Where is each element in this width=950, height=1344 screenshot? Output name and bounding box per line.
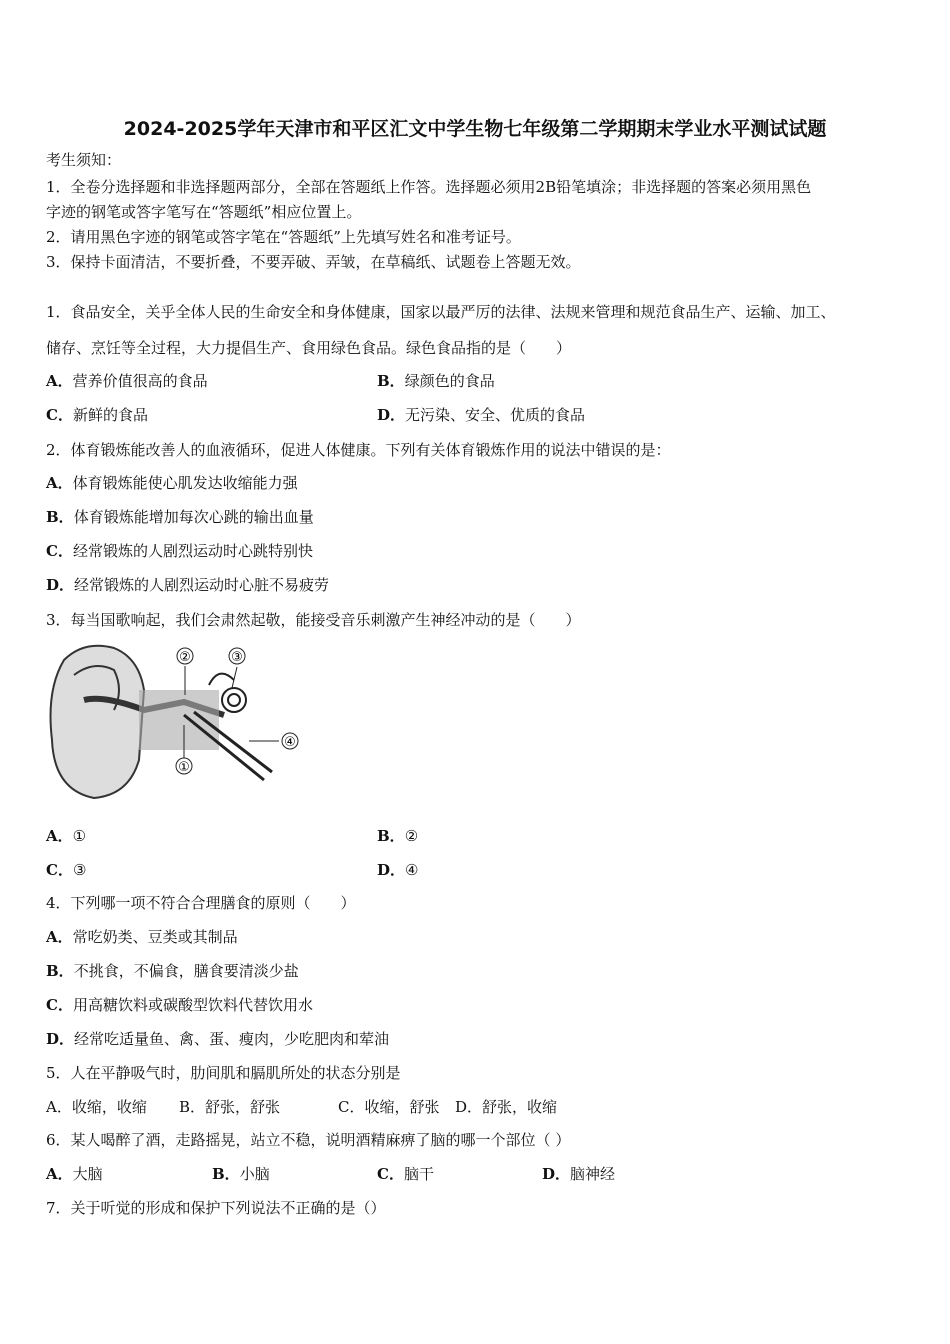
option-d (46, 575, 329, 595)
option-text: ② (404, 827, 419, 845)
notice-heading: 考生须知： (46, 151, 122, 169)
option-letter: B． (377, 827, 405, 845)
question-stem: 4．下列哪一项不符合合理膳食的原则（ ） (46, 894, 356, 912)
option-text: 经常锻炼的人剧烈运动时心跳特别快 (72, 542, 313, 560)
question-stem: 6．某人喝醉了酒，走路摇晃，站立不稳，说明酒精麻痹了脑的哪一个部位（ ） (46, 1131, 571, 1149)
option-letter: A． (46, 1165, 73, 1183)
option-a (46, 371, 208, 391)
ear-diagram (44, 640, 304, 805)
option-letter: B． (46, 508, 74, 526)
option-b (46, 507, 314, 527)
option-d (455, 1097, 557, 1117)
option-b (212, 1164, 270, 1184)
option-text: 舒张，收缩 (482, 1098, 558, 1116)
option-letter: C． (46, 406, 73, 424)
notice-line: 2．请用黑色字迹的钢笔或答字笔在“答题纸”上先填写姓名和准考证号。 (46, 228, 521, 246)
option-letter: C． (338, 1098, 365, 1116)
option-letter: A． (46, 372, 73, 390)
option-text: 经常锻炼的人剧烈运动时心脏不易疲劳 (74, 576, 330, 594)
option-text: 大脑 (72, 1165, 103, 1183)
figure-label: ① (178, 760, 190, 775)
notice-line: 1．全卷分选择题和非选择题两部分，全部在答题纸上作答。选择题必须用2B铅笔填涂；非选择题的答案必须用黑色 (46, 178, 812, 196)
option-text: 体育锻炼能增加每次心跳的输出血量 (73, 508, 314, 526)
option-text: 营养价值很高的食品 (72, 372, 208, 390)
option-d (377, 405, 585, 425)
option-letter: C． (46, 996, 73, 1014)
figure-label: ② (179, 650, 191, 665)
option-a (46, 1164, 103, 1184)
option-text: 体育锻炼能使心肌发达收缩能力强 (72, 474, 298, 492)
option-letter: A． (46, 928, 73, 946)
option-b (179, 1097, 280, 1117)
option-a (46, 1097, 147, 1117)
option-letter: B． (46, 962, 74, 980)
option-letter: A． (46, 827, 73, 845)
option-letter: D． (542, 1165, 571, 1183)
option-text: 经常吃适量鱼、禽、蛋、瘦肉，少吃肥肉和荤油 (74, 1030, 390, 1048)
option-text: 舒张，舒张 (205, 1098, 281, 1116)
notice-line: 字迹的钢笔或答字笔写在“答题纸”相应位置上。 (46, 203, 362, 221)
option-text: 收缩，收缩 (71, 1098, 147, 1116)
option-c (46, 860, 86, 880)
question-stem: 2．体育锻炼能改善人的血液循环，促进人体健康。下列有关体育锻炼作用的说法中错误的是： (46, 441, 671, 459)
option-a (46, 473, 298, 493)
option-text: 脑干 (403, 1165, 434, 1183)
question-stem: 1．食品安全，关乎全体人民的生命安全和身体健康，国家以最严厉的法律、法规来管理和规范食品生产、运输、加工、 (46, 303, 836, 321)
option-text: 绿颜色的食品 (404, 372, 495, 390)
option-text: 不挑食，不偏食，膳食要清淡少盐 (73, 962, 299, 980)
option-text: ③ (72, 861, 87, 879)
page-title: 2024-2025学年天津市和平区汇文中学生物七年级第二学期期末学业水平测试试题 (123, 118, 827, 140)
option-text: 小脑 (239, 1165, 270, 1183)
option-b (46, 961, 299, 981)
question-stem: 储存、烹饪等全过程，大力提倡生产、食用绿色食品。绿色食品指的是（ ） (46, 339, 572, 357)
option-text: 新鲜的食品 (72, 406, 148, 424)
option-text: ① (72, 827, 87, 845)
option-letter: A． (46, 474, 73, 492)
option-letter: D． (46, 576, 75, 594)
option-letter: B． (377, 372, 405, 390)
option-a (46, 826, 86, 846)
option-c (46, 405, 148, 425)
option-text: 脑神经 (570, 1165, 616, 1183)
option-c (377, 1164, 434, 1184)
option-d (542, 1164, 615, 1184)
option-letter: D． (46, 1030, 75, 1048)
question-stem: 7．关于听觉的形成和保护下列说法不正确的是（） (46, 1199, 386, 1217)
option-c (46, 541, 313, 561)
option-letter: D． (455, 1098, 483, 1116)
option-letter: B． (212, 1165, 240, 1183)
option-letter: A． (46, 1098, 72, 1116)
option-a (46, 927, 238, 947)
option-text: 用高糖饮料或碳酸型饮料代替饮用水 (72, 996, 313, 1014)
option-letter: C． (46, 861, 73, 879)
option-d (377, 860, 418, 880)
option-d (46, 1029, 389, 1049)
option-letter: C． (377, 1165, 404, 1183)
figure-label: ④ (284, 735, 296, 750)
option-b (377, 826, 418, 846)
notice-line: 3．保持卡面清洁，不要折叠，不要弄破、弄皱，在草稿纸、试题卷上答题无效。 (46, 253, 581, 271)
question-stem: 5．人在平静吸气时，肋间肌和膈肌所处的状态分别是 (46, 1064, 401, 1082)
option-text: 收缩，舒张 (364, 1098, 440, 1116)
option-text: 常吃奶类、豆类或其制品 (72, 928, 238, 946)
option-text: 无污染、安全、优质的食品 (405, 406, 586, 424)
option-letter: D． (377, 406, 406, 424)
option-letter: D． (377, 861, 406, 879)
question-stem: 3．每当国歌响起，我们会肃然起敬，能接受音乐刺激产生神经冲动的是（ ） (46, 611, 581, 629)
option-letter: B． (179, 1098, 206, 1116)
option-b (377, 371, 495, 391)
option-c (338, 1097, 440, 1117)
option-text: ④ (405, 861, 419, 879)
option-c (46, 995, 313, 1015)
option-letter: C． (46, 542, 73, 560)
figure-label: ③ (231, 650, 243, 665)
